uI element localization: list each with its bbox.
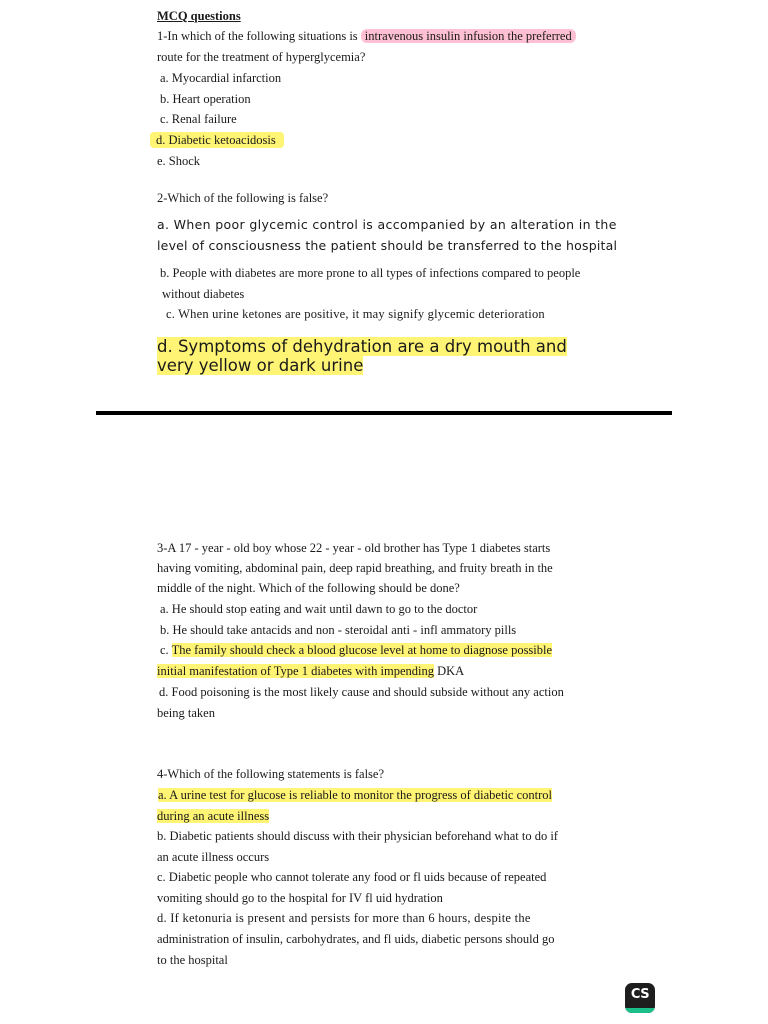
q2-option-d-highlight-2: very yellow or dark urine: [157, 356, 364, 375]
q4-option-b-line2: an acute illness occurs: [157, 850, 270, 864]
camscanner-logo-accent: [625, 1008, 655, 1013]
q3-option-d-line2: being taken: [157, 706, 215, 720]
q3-option-a: a. He should stop eating and wait until dawn to go to the doctor: [160, 602, 478, 616]
q2-stem: 2-Which of the following is false?: [157, 191, 329, 205]
q2-option-a-line2: level of consciousness the patient should be transferred to the hospital: [157, 238, 618, 253]
q4-option-a-highlight-1: a. A urine test for glucose is reliable to monitor the progress of diabetic control: [158, 788, 552, 802]
q2-option-d-line2: [157, 356, 363, 375]
q1-option-e: e. Shock: [157, 154, 201, 168]
camscanner-logo: [625, 983, 655, 1013]
q4-option-c-line2: vomiting should go to the hospital for IV fl uid hydration: [157, 891, 443, 905]
q3-option-c-line1: [160, 642, 552, 658]
q4-option-b-line1: b. Diabetic patients should discuss with their physician beforehand what to do if: [157, 829, 558, 843]
q2-option-d-line1: [157, 337, 567, 356]
q3-stem-line2: having vomiting, abdominal pain, deep rapid breathing, and fruity breath in the: [157, 561, 553, 575]
q4-option-d-line2: administration of insulin, carbohydrates, and fl uids, diabetic persons should go: [157, 932, 555, 946]
q3-option-b: b. He should take antacids and non - steroidal anti - infl ammatory pills: [160, 623, 517, 637]
q1-option-d-highlight: d. Diabetic ketoacidosis: [150, 132, 284, 148]
q3-option-c-suffix: DKA: [433, 664, 465, 678]
q3-option-d-line1: d. Food poisoning is the most likely cause and should subside without any action: [159, 685, 564, 699]
q2-option-a-line1: a. When poor glycemic control is accompanied by an alteration in the: [157, 217, 617, 232]
q3-stem-line3: middle of the night. Which of the following should be done?: [157, 581, 460, 595]
q3-option-c-highlight-1: The family should check a blood glucose level at home to diagnose possible: [171, 643, 553, 657]
q1-stem-line1: [157, 28, 576, 44]
q2-option-b-line2: without diabetes: [162, 287, 245, 301]
q4-option-d-line1: d. If ketonuria is present and persists for more than 6 hours, despite the: [157, 911, 531, 925]
camscanner-logo-text: CS: [630, 987, 650, 1002]
q3-option-c-line2: [157, 663, 464, 679]
q1-option-d: [150, 132, 284, 148]
q1-option-c: c. Renal failure: [160, 112, 237, 126]
q2-option-c: c. When urine ketones are positive, it may signify glycemic deterioration: [166, 307, 545, 321]
q1-option-a: a. Myocardial infarction: [160, 71, 282, 85]
q1-stem-text: 1-In which of the following situations is: [157, 29, 361, 43]
page-title: MCQ questions: [157, 9, 241, 23]
q4-option-c-line1: c. Diabetic people who cannot tolerate any food or fl uids because of repeated: [157, 870, 547, 884]
q3-stem-line1: 3-A 17 - year - old boy whose 22 - year - old brother has Type 1 diabetes starts: [157, 541, 551, 555]
q4-option-a-highlight-2: during an acute illness: [157, 809, 270, 823]
q4-option-a-line1: [158, 787, 552, 803]
q2-option-b-line1: b. People with diabetes are more prone to all types of infections compared to people: [160, 266, 581, 280]
q3-option-c-highlight-2: initial manifestation of Type 1 diabetes with impending: [157, 664, 434, 678]
q3-option-c-prefix: c.: [160, 643, 172, 657]
q2-option-d-highlight-1: d. Symptoms of dehydration are a dry mouth and: [157, 337, 567, 356]
section-divider: [96, 411, 672, 415]
q4-option-a-line2: [157, 808, 269, 824]
q1-highlight-pink: intravenous insulin infusion the preferred: [361, 29, 576, 43]
q1-stem-line2: route for the treatment of hyperglycemia?: [157, 50, 366, 64]
q4-stem: 4-Which of the following statements is false?: [157, 767, 385, 781]
q1-option-b: b. Heart operation: [160, 92, 251, 106]
q4-option-d-line3: to the hospital: [157, 953, 228, 967]
